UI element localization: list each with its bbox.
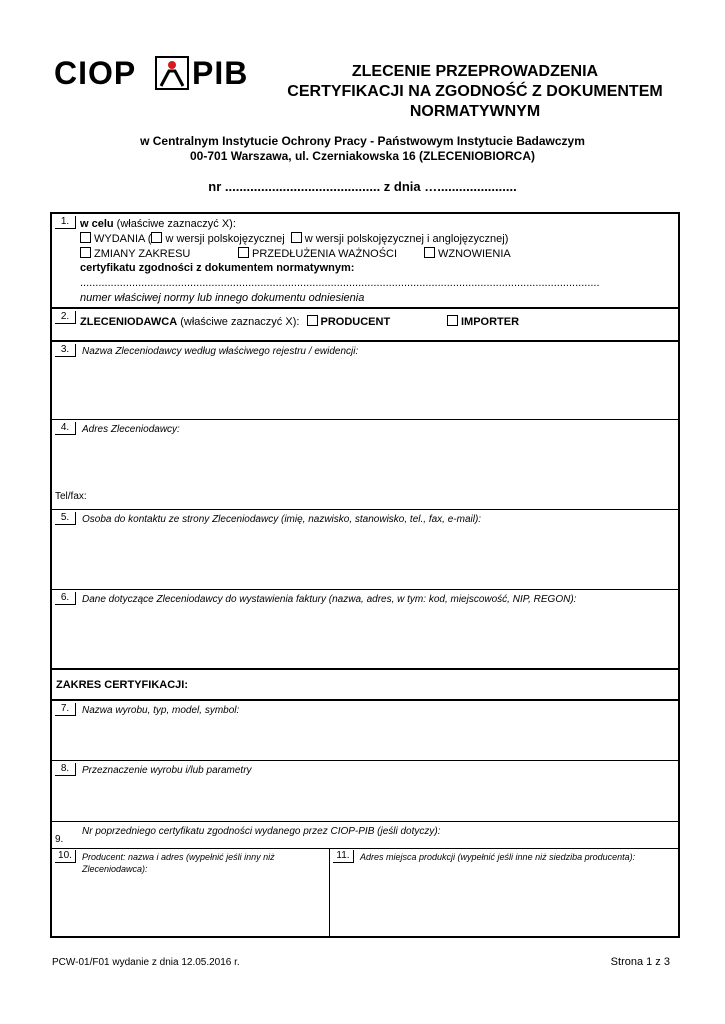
company-name-label: Nazwa Zleceniodawcy według właściwego rejestru / ewidencji: xyxy=(82,346,359,357)
telfax-label: Tel/fax: xyxy=(55,491,87,502)
logo-text-left: CIOP xyxy=(54,55,137,91)
issue-label: WYDANIA ( xyxy=(94,233,152,245)
order-number-date-field[interactable]: nr ........................................... z dnia …...................... xyxy=(208,179,517,194)
section-number: 6. xyxy=(55,592,76,605)
polish-english-version-checkbox[interactable] xyxy=(291,232,302,243)
producer-checkbox[interactable] xyxy=(307,315,318,326)
section-contact-person[interactable] xyxy=(52,510,678,590)
certification-scope-heading: ZAKRES CERTYFIKACJI: xyxy=(56,679,189,691)
importer-checkbox[interactable] xyxy=(447,315,458,326)
institute-address: 00-701 Warszawa, ul. Czerniakowska 16 (ZLECENIOBIORCA) xyxy=(190,149,535,163)
section-product-name[interactable] xyxy=(52,701,678,761)
importer-option xyxy=(447,315,519,329)
title-line: ZLECENIE PRZEPROWADZENIA xyxy=(351,63,599,80)
section-number: 9. xyxy=(55,834,64,845)
section-certification-scope xyxy=(52,670,678,701)
order-form xyxy=(50,212,680,938)
renewal-checkbox[interactable] xyxy=(424,247,435,258)
renewal-option xyxy=(424,247,511,261)
purpose-label xyxy=(80,217,236,231)
producer-field[interactable] xyxy=(52,849,329,938)
section-number: 7. xyxy=(55,703,76,716)
polish-version-label: w wersji polskojęzycznej xyxy=(165,233,285,245)
purpose-label-bold: w celu xyxy=(80,218,114,230)
section-number: 2. xyxy=(55,311,76,324)
section-number: 11. xyxy=(333,850,354,863)
contact-person-label: Osoba do kontaktu ze strony Zleceniodawcy (imię, nazwisko, stanowisko, tel., fax, e-mail): xyxy=(82,514,482,525)
document-id: PCW-01/F01 wydanie z dnia 12.05.2016 r. xyxy=(52,957,240,968)
change-options-row xyxy=(80,247,190,261)
section-purpose xyxy=(52,214,678,309)
certificate-label: certyfikatu zgodności z dokumentem normatywnym: xyxy=(80,262,355,274)
importer-label: IMPORTER xyxy=(461,316,520,328)
title-line: CERTYFIKACJI NA ZGODNOŚĆ Z DOKUMENTEM xyxy=(287,83,663,100)
issue-options-row xyxy=(80,232,508,246)
section-company-name[interactable] xyxy=(52,342,678,420)
document-title xyxy=(270,62,680,122)
purpose-label-rest: (właściwe zaznaczyć X): xyxy=(113,218,236,230)
scope-change-label: ZMIANY ZAKRESU xyxy=(94,248,191,260)
norm-number-field[interactable]: .......................................................................................................................................................................... xyxy=(80,277,600,289)
section-invoice-data[interactable] xyxy=(52,590,678,670)
section-number: 4. xyxy=(55,422,76,435)
extension-option xyxy=(238,247,397,261)
polish-english-version-label: w wersji polskojęzycznej i anglojęzycznej) xyxy=(304,233,509,245)
section-number: 3. xyxy=(55,344,76,357)
section-product-purpose[interactable] xyxy=(52,761,678,822)
renewal-label: WZNOWIENIA xyxy=(438,248,511,260)
institute-name: w Centralnym Instytucie Ochrony Pracy - Państwowym Instytucie Badawczym xyxy=(140,134,585,148)
section-number: 10. xyxy=(55,850,76,863)
section-number: 1. xyxy=(55,216,76,229)
section-number: 8. xyxy=(55,763,76,776)
ciop-pib-logo xyxy=(54,54,259,92)
norm-number-hint: numer właściwej normy lub innego dokumentu odniesienia xyxy=(80,292,365,304)
previous-certificate-label: Nr poprzedniego certyfikatu zgodności wydanego przez CIOP-PIB (jeśli dotyczy): xyxy=(82,826,441,837)
logo-figure-icon xyxy=(155,56,189,90)
page-number: Strona 1 z 3 xyxy=(610,956,670,968)
scope-change-checkbox[interactable] xyxy=(80,247,91,258)
ordering-party-label-bold: ZLECENIODAWCA xyxy=(80,316,178,328)
production-site-label: Adres miejsca produkcji (wypełnić jeśli inne niż siedziba producenta): xyxy=(360,852,636,862)
issue-checkbox[interactable] xyxy=(80,232,91,243)
institute-info xyxy=(40,134,685,164)
section-number: 5. xyxy=(55,512,76,525)
ordering-party-label-rest: (właściwe zaznaczyć X): xyxy=(177,316,300,328)
logo-text-right: PIB xyxy=(192,55,249,91)
invoice-data-label: Dane dotyczące Zleceniodawcy do wystawienia faktury (nazwa, adres, w tym: kod, miejscowość, NIP, REGON): xyxy=(82,594,577,605)
ordering-party-label xyxy=(80,315,390,329)
section-ordering-party xyxy=(52,309,678,342)
address-label: Adres Zleceniodawcy: xyxy=(82,424,180,435)
polish-version-checkbox[interactable] xyxy=(151,232,162,243)
product-purpose-label: Przeznaczenie wyrobu i/lub parametry xyxy=(82,765,252,776)
product-name-label: Nazwa wyrobu, typ, model, symbol: xyxy=(82,705,240,716)
title-line: NORMATYWNYM xyxy=(409,103,541,120)
extension-label: PRZEDŁUŻENIA WAŻNOŚCI xyxy=(252,248,398,260)
section-producer-and-site xyxy=(52,849,678,938)
producer-label: Producent: nazwa i adres (wypełnić jeśli inny niż Zleceniodawca): xyxy=(82,852,275,874)
section-address[interactable] xyxy=(52,420,678,510)
extension-checkbox[interactable] xyxy=(238,247,249,258)
producer-label: PRODUCENT xyxy=(320,316,391,328)
production-site-field[interactable] xyxy=(330,849,680,938)
section-previous-certificate[interactable] xyxy=(52,822,678,849)
